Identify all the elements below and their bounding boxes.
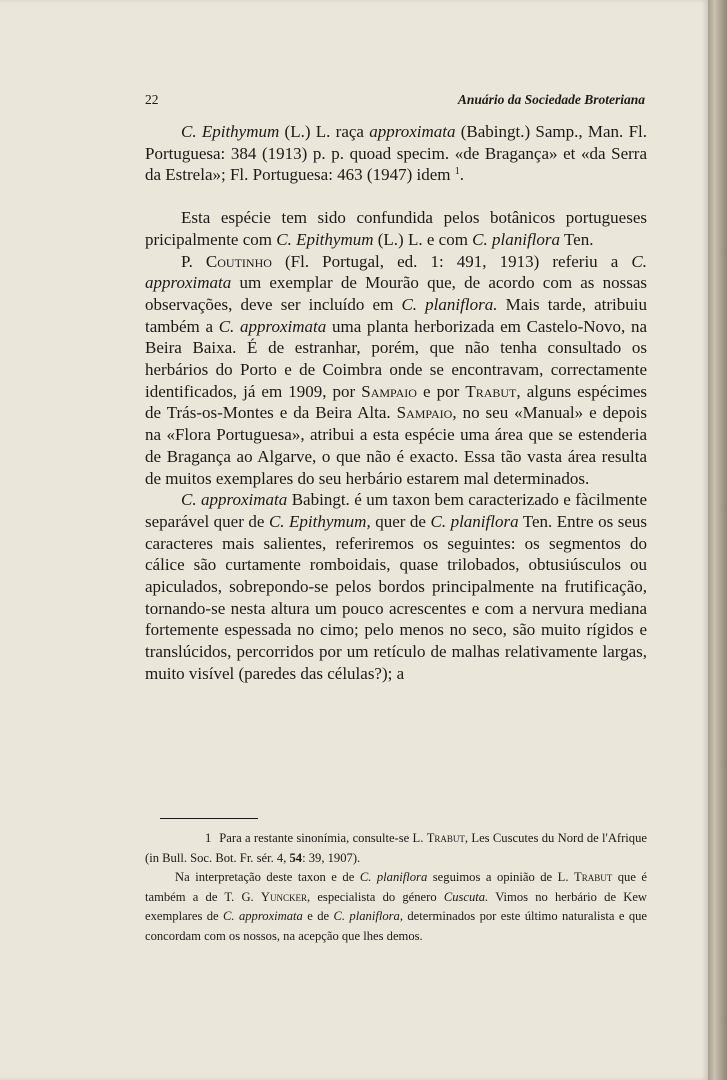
synonym-citation — [145, 121, 647, 186]
text-run: no seu «Manual» e depois na «Flora Portuguesa», atribui a esta espécie uma área que se estenderia de Bragança ao Algarve, o que não é exacto. Essa tão vasta área resulta de muitos exemplares do seu herbário estarem mal determinados. — [145, 403, 647, 488]
taxon-name: C. Epithymum — [276, 229, 374, 249]
text-run: Les Cuscutes du Nord de l'Afrique (in Bull. Soc. Bot. Fr. sér. 4, — [145, 831, 647, 865]
text-run: Babingt. é um taxon bem caracterizado e fàcilmente separável quer de — [145, 490, 647, 531]
text-run: Ten. — [560, 229, 594, 249]
taxon-name: C. planiflora, — [333, 909, 403, 924]
text-run: Vimos no herbário de Kew exemplares de — [145, 889, 648, 924]
author-name: Trabut, — [426, 831, 469, 845]
taxon-name: C. planiflora — [472, 229, 561, 249]
volume-number: 54 — [289, 850, 303, 865]
text-run: alguns espécimes de Trás-os-Montes e da Beira Alta. — [145, 381, 647, 423]
text-run: um exemplar de Mourão que, de acordo com as nossas observações, deve ser incluído em — [145, 273, 647, 314]
running-title: Anuário da Sociedade Broteriana — [457, 92, 645, 107]
text-run: Para a restante sinonímia, consulte-se L. — [219, 831, 427, 845]
text-run: Ten. Entre os seus caracteres mais salientes, referiremos os seguintes: os segmentos do cálice são curtamente romboidais, quase trilobados, obtusiúsculos ou apiculados, sobrepondo-se pelos bordos principalmente na frutificação, tornando-se nesta altura um pouco acrescentes e com a nervura mediana fortemente espessada no cimo; pelo menos no seco, são muito rígidos e translúcidos, percorridos por um retículo de malhas relativamente largas, muito visível (paredes das células?); a — [145, 511, 647, 683]
taxon-name: C. approximata — [181, 490, 288, 510]
text-run: (L.) L. e com — [373, 229, 473, 249]
text-run: (L.) L. raça — [279, 122, 370, 141]
text-run: seguimos a opinião de L. — [427, 870, 575, 885]
author-name: Trabut, — [465, 381, 521, 401]
paragraph-1 — [145, 207, 647, 250]
author-name: Sampaio — [361, 381, 417, 401]
taxon-name: C. approximata — [218, 316, 327, 336]
page-number: 22 — [145, 92, 159, 107]
main-text — [145, 121, 647, 685]
text-run: que é também a de T. G. — [145, 870, 648, 904]
text-run: e por — [416, 381, 466, 401]
footnote-1 — [145, 829, 647, 868]
text-run: quer de — [370, 511, 431, 531]
footnote-mark: 1 — [205, 831, 212, 845]
paragraph-2 — [145, 251, 647, 490]
footnote-divider — [160, 818, 258, 819]
text-run: uma planta herborizada em Castelo-Novo, na Beira Baixa. É de estranhar, porém, que não tenha consultado os herbários do Porto e de Coimbra onde se encontravam, correctamente identificados, já em 1909, por — [145, 316, 648, 401]
taxon-name: C. approximata — [223, 909, 303, 924]
text-run: e de — [302, 909, 334, 924]
running-header — [145, 92, 645, 112]
text-run: Esta espécie tem sido confundida pelos botânicos portugueses pricipalmente com — [145, 208, 647, 249]
taxon-name: C. Epithymum — [181, 122, 280, 141]
text-run: especialista do género — [310, 889, 444, 904]
taxon-name: approximata — [369, 122, 456, 141]
text-run: (Fl. Portugal, ed. 1: 491, 1913) referiu a — [271, 251, 632, 271]
footnote-reference[interactable]: 1 — [454, 166, 460, 178]
author-name: Trabut — [574, 870, 613, 885]
text-run: determinados por este último naturalista e que concordam com os nossos, na acepção que lhes demos. — [145, 909, 647, 943]
taxon-name: C. approximata — [145, 251, 647, 293]
author-name: Sampaio, — [396, 403, 457, 423]
author-name: Yuncker, — [260, 889, 311, 904]
text-run: (Babingt.) Samp., Man. Fl. Portuguesa: 384 (1913) p. p. quoad specim. «de Bragança» et «da Serra da Estrela»; Fl. Portuguesa: 463 (1947) idem — [145, 122, 647, 185]
author-name: P. Coutinho — [181, 251, 272, 271]
taxon-name: C. planiflora — [359, 870, 428, 885]
taxon-name: C. planiflora — [430, 511, 519, 531]
footnotes — [145, 829, 647, 947]
page-edge — [708, 0, 727, 1080]
text-run: . — [459, 165, 464, 185]
taxon-name: C. Epithymum, — [268, 511, 371, 531]
text-run: Mais tarde, atribuiu também a — [145, 294, 647, 336]
text-run: : 39, 1907). — [302, 850, 361, 865]
paragraph-3 — [145, 489, 647, 684]
taxon-name: C. planiflora. — [401, 294, 498, 314]
footnote-2 — [145, 868, 647, 946]
text-run: Na interpretação deste taxon e de — [175, 870, 360, 885]
taxon-name: Cuscuta. — [443, 889, 489, 904]
